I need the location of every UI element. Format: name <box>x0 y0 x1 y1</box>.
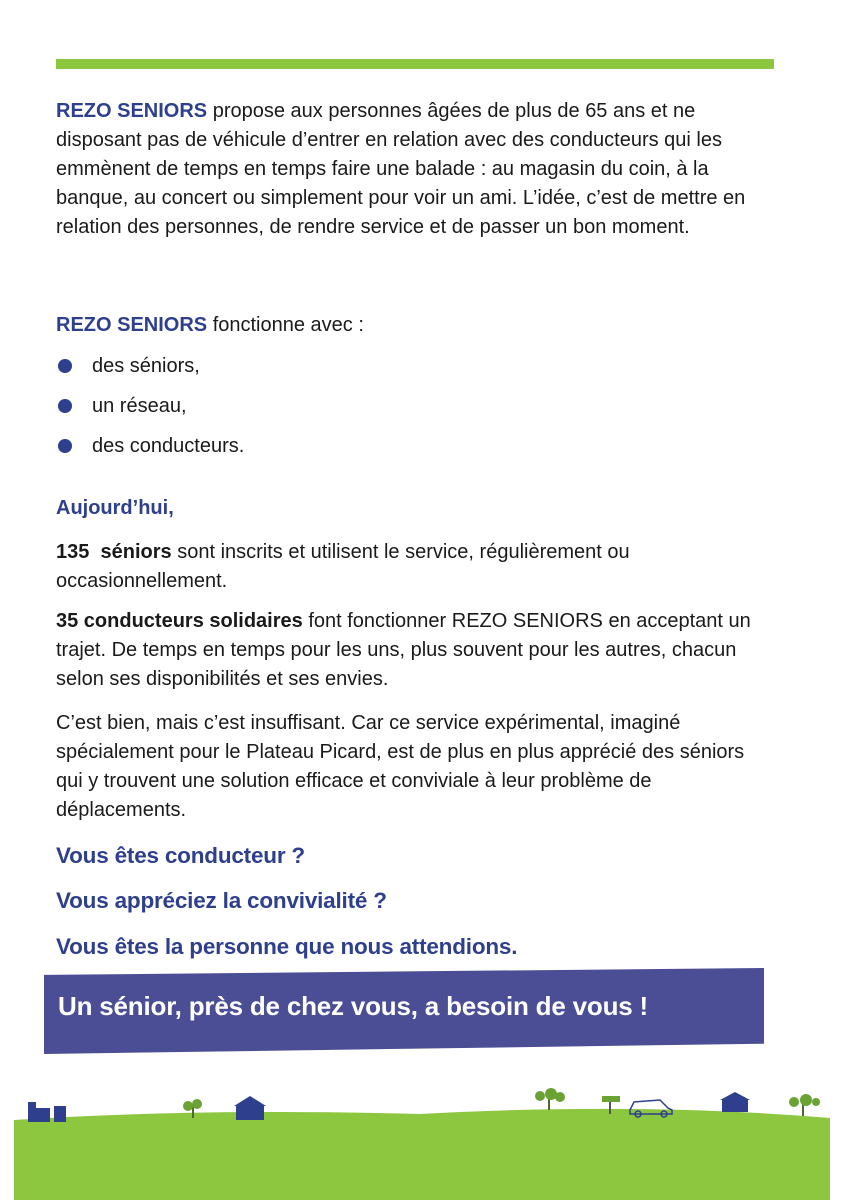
house-icon-2 <box>720 1092 750 1112</box>
today-heading: Aujourd’hui, <box>56 497 174 519</box>
green-hill <box>14 1109 830 1200</box>
intro-paragraph <box>56 97 776 242</box>
car-icon <box>630 1100 672 1117</box>
bullet-icon <box>58 439 72 453</box>
list-item: un réseau, <box>56 386 244 426</box>
tree-icon-2 <box>535 1088 565 1110</box>
feature-list <box>56 346 244 466</box>
brand-name: REZO SENIORS <box>56 100 208 122</box>
landscape-illustration <box>0 1080 849 1200</box>
question-person: Vous êtes la personne que nous attendions. <box>56 934 518 959</box>
drivers-text: font fonctionner REZO SENIORS en acceptant un trajet. De temps en temps pour les uns, plus souvent pour les autres, chacun selon ses disponibilités et ses envies. <box>56 610 751 690</box>
list-item: des conducteurs. <box>56 426 244 466</box>
drivers-count: 35 conducteurs solidaires <box>56 610 303 632</box>
fonctionne-line <box>56 311 776 340</box>
building-icon <box>28 1102 36 1122</box>
list-item: des séniors, <box>56 346 244 386</box>
seniors-word: séniors <box>100 541 172 563</box>
banner-text: Un sénior, près de chez vous, a besoin de vous ! <box>58 991 649 1021</box>
house-icon <box>234 1096 266 1120</box>
drivers-paragraph <box>56 607 776 694</box>
bullet-icon <box>58 359 72 373</box>
fonctionne-text: fonctionne avec : <box>207 314 364 336</box>
question-driver: Vous êtes conducteur ? <box>56 843 305 868</box>
seniors-count: 135 <box>56 541 90 563</box>
bullet-icon <box>58 399 72 413</box>
question-conviviality: Vous appréciez la convivialité ? <box>56 888 387 913</box>
intro-text: propose aux personnes âgées de plus de 65 ans et ne disposant pas de véhicule d’entrer en relation avec des conducteurs qui les emmènent de temps en temps faire une balade : au magasin du coin, à la banque, au concert ou simplement pour voir un ami. L’idée, c’est de mettre en relation des personnes, de rendre service et de passer un bon moment. <box>56 100 746 238</box>
tree-icon-3 <box>789 1094 820 1116</box>
seniors-paragraph <box>56 538 776 596</box>
seniors-text: sont inscrits et utilisent le service, régulièrement ou occasionnellement. <box>56 541 630 592</box>
brand-name-2: REZO SENIORS <box>56 314 208 336</box>
top-green-bar <box>56 59 774 69</box>
insufficient-paragraph: C’est bien, mais c’est insuffisant. Car ce service expérimental, imaginé spécialement pour le Plateau Picard, est de plus en plus apprécié des séniors qui y trouvent une solution efficace et conviviale à leur problème de déplacements. <box>56 712 745 821</box>
